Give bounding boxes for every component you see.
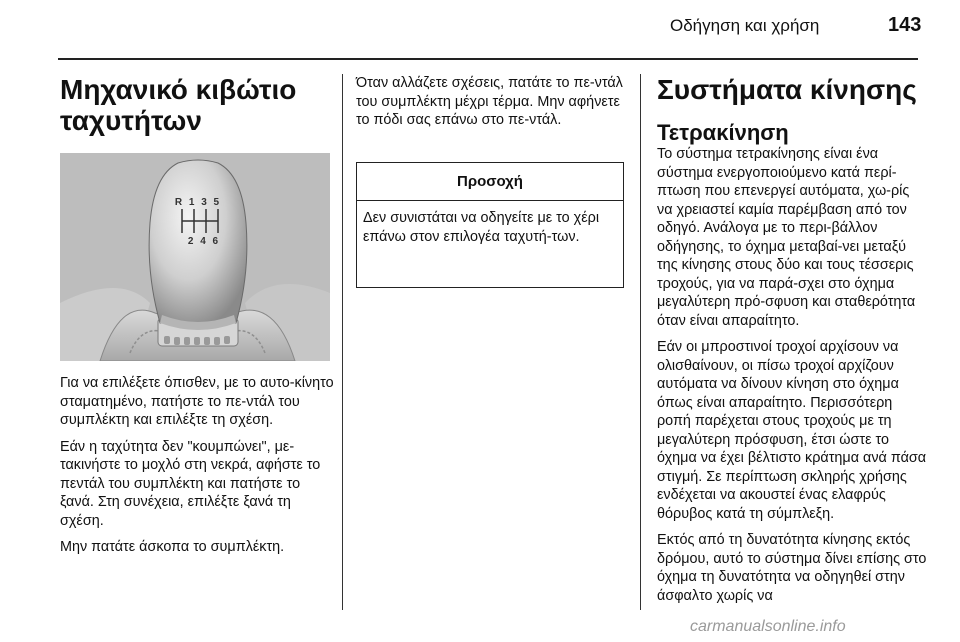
subsection-title-awd: Τετρακίνηση [657,120,789,145]
watermark: carmanualsonline.info [690,618,846,635]
section-title-line-2: ταχυτήτων [60,105,202,136]
paragraph-awd-slip: Εάν οι μπροστινοί τροχοί αρχίσουν να ολισθαίνουν, οι πίσω τροχοί αρχίζουν αυτόματα να δίνουν κίνηση στο όχημα όπως είναι απαραίτητο. Περισσότερη ροπή παρέχεται στους τροχούς με τη μεγαλύτερη πρόσφυση, έτσι ώστε το όχημα να έχει βέλτιστο κράτημα ανά πάσα στιγμή. Σε περίπτωση σκληρής χρήσης ενδέχεται να ακουστεί ένας ελαφρύς θόρυβος κατά τη σύμπλεξη. [657,339,927,522]
caution-heading: Προσοχή [357,163,623,201]
paragraph-awd-offroad: Εκτός από τη δυνατότητα κίνησης εκτός δρόμου, αυτό το σύστημα δίνει επίσης στο όχημα τη δυνατότητα να οδηγηθεί στην άσφαλτο χωρίς να [657,532,927,604]
caution-text: Δεν συνιστάται να οδηγείτε με το χέρι επάνω στον επιλογέα ταχυτή-των. [363,210,600,245]
gear-lever-svg [60,153,330,361]
header-rule [58,58,918,60]
header-title: Οδήγηση και χρήση [670,16,820,35]
gear-lever-illustration [60,153,330,361]
paragraph-changing-gears: Όταν αλλάζετε σχέσεις, πατάτε το πε-ντάλ του συμπλέκτη μέχρι τέρμα. Μην αφήνετε το πόδι σας επάνω στο πε-ντάλ. [356,75,623,128]
section-title-line-1: Μηχανικό κιβώτιο [60,74,297,105]
paragraph-reverse-gear: Για να επιλέξετε όπισθεν, με το αυτο-κίνητο σταματημένο, πατήστε το πε-ντάλ του συμπλέκτη και επιλέξτε τη σχέση. [60,375,334,428]
col2-body [356,74,624,138]
caution-box [356,162,624,288]
section-title-manual-gearbox [60,74,330,136]
paragraph-gear-not-engaging: Εάν η ταχύτητα δεν "κουμπώνει", με-τακινήστε το μοχλό στη νεκρά, αφήστε το πεντάλ του συμπλέκτη και πατήστε το ξανά. Στη συνέχεια, επιλέξτε ξανά τη σχέση. [60,438,321,529]
gear-pattern-bottom-row: 2 4 6 [187,236,221,247]
column-divider-right [640,74,641,610]
paragraph-awd-intro: Το σύστημα τετρακίνησης είναι ένα σύστημα ενεργοποιούμενο κατά περί-πτωση που επενεργεί αυτόματα, χω-ρίς να χρειαστεί καμία παρέμβαση από τον οδηγό. Ανάλογα με το περι-βάλλον οδήγησης, το όχημα μεταβαί-νει μεταξύ της κίνησης στους δύο και τους τέσσερις τροχούς, για να παρά-σχει στο όχημα μεγαλύτερη πρό-σφυση και σταθερότητα όταν είναι απαραίτητο. [657,146,916,329]
col3-body [657,145,927,613]
paragraph-clutch-advice: Μην πατάτε άσκοπα το συμπλέκτη. [60,539,285,555]
col1-body [60,374,335,565]
column-divider-left [342,74,343,610]
section-title-drive-systems: Συστήματα κίνησης [657,74,917,105]
gear-pattern-top-row: R 1 3 5 [174,197,222,208]
page-number: 143 [888,14,922,36]
